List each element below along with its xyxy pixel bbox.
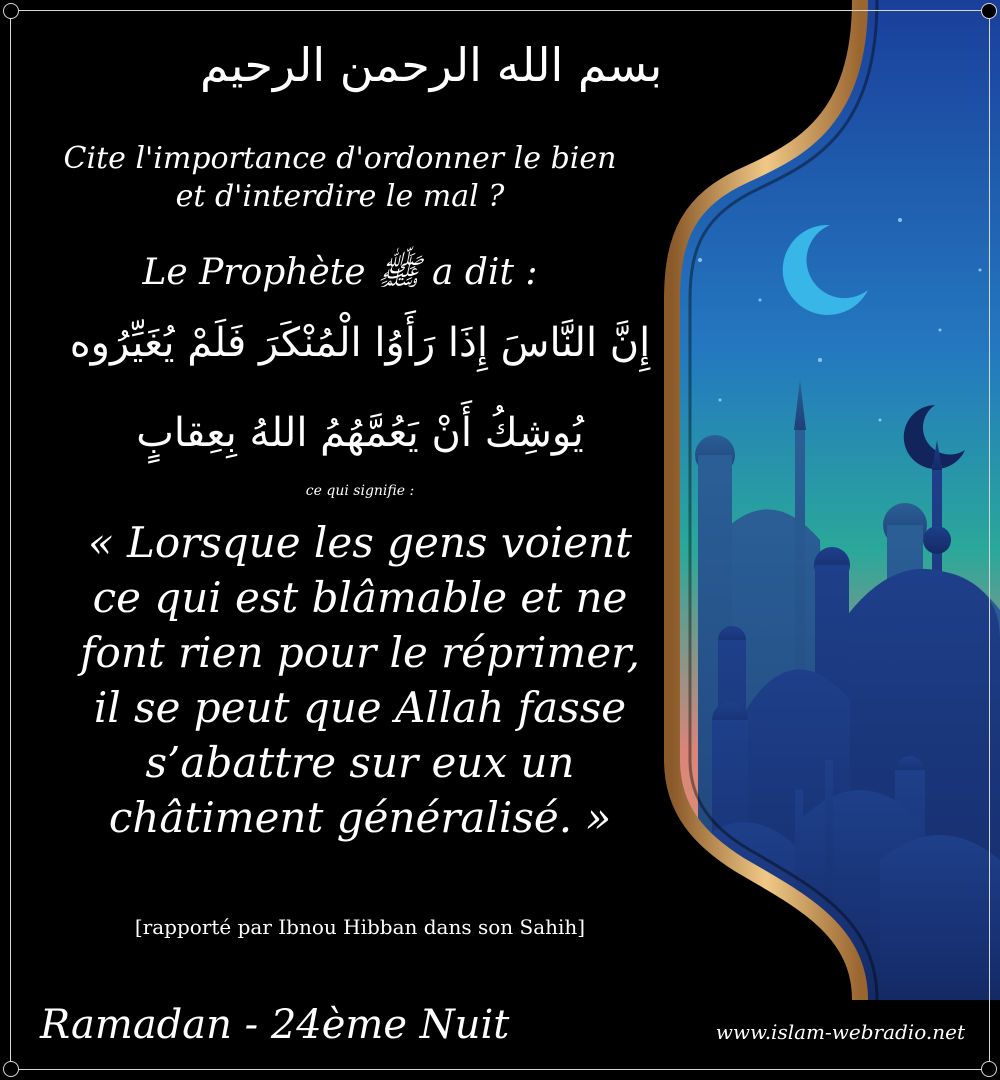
website-link[interactable]: www.islam-webradio.net — [715, 1020, 965, 1044]
hadith-arabic-line-1: إِنَّ النَّاسَ إِذَا رَأَوُا الْمُنْكَرَ فَلَمْ يُغَيِّرُوه — [69, 320, 651, 366]
question-text: Cite l'importance d'ordonner le bien et d'interdire le mal ? — [63, 141, 617, 214]
meaning-label: ce qui signifie : — [305, 483, 415, 499]
hadith-arabic-line-2: يُوشِكُ أَنْ يَعُمَّهُمُ اللهُ بِعِقابٍ — [136, 410, 584, 456]
hadith-translation: « Lorsque les gens voient ce qui est blâmable et ne font rien pour le réprimer, il se peut que Allah fasse s’abattre sur eux un châtiment généralisé. » — [80, 518, 640, 842]
frame-corner-ornament — [3, 1061, 19, 1077]
hadith-source: [rapporté par Ibnou Hibban dans son Sahih] — [134, 915, 586, 939]
bismillah-calligraphy: بسم الله الرحمن الرحيم — [200, 38, 663, 92]
prophet-said-intro: Le Prophète ﷺ a dit : — [142, 252, 538, 293]
frame-corner-ornament — [3, 3, 19, 19]
frame-corner-ornament — [981, 3, 997, 19]
frame-corner-ornament — [981, 1061, 997, 1077]
ramadan-night-title: Ramadan - 24ème Nuit — [40, 1002, 510, 1048]
